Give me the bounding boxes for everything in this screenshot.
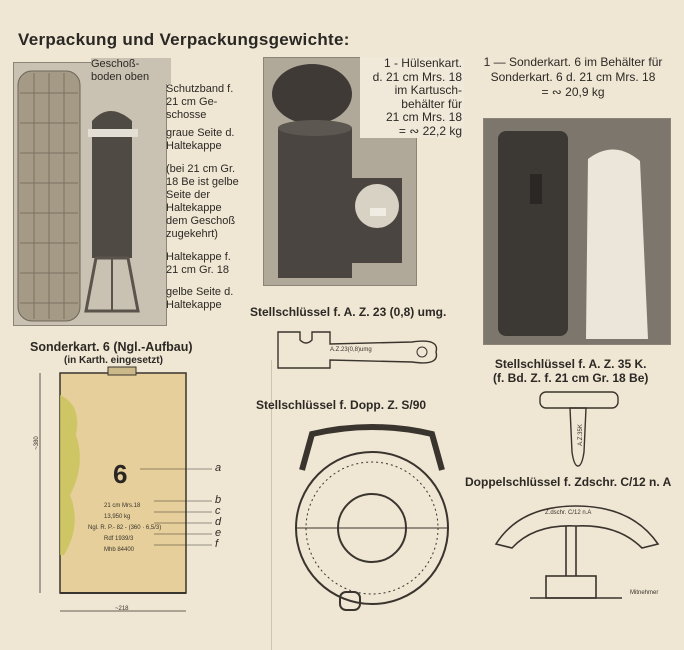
- engraving-az23: A.Z.23(0,8)umg: [330, 347, 372, 353]
- caption-doppelschluessel: Doppelschlüssel f. Zdschr. C/12 n. A: [465, 475, 672, 489]
- callout-d: d: [215, 516, 222, 528]
- photo-sonderkart-behaelter: [483, 118, 671, 345]
- engraving-doppel: Z.dschr. C/12 n.A: [545, 510, 592, 516]
- caption-sonderkart: Sonderkart. 6 (Ngl.-Aufbau): [30, 340, 193, 354]
- big-number-6: 6: [113, 459, 128, 489]
- marking-line-1: 21 cm Mrs.18: [104, 503, 141, 509]
- callout-a: a: [215, 462, 222, 474]
- marking-line-2: 13,950 kg: [104, 514, 131, 520]
- callout-e: e: [215, 527, 222, 539]
- label-geschossboden: Geschoß- boden oben: [91, 58, 171, 84]
- callout-c: c: [215, 505, 221, 517]
- caption-stellschluessel-az35: Stellschlüssel f. A. Z. 35 K. (f. Bd. Z. f. 21 cm Gr. 18 Be): [493, 357, 649, 385]
- sonderkart-behaelter-image: [484, 119, 670, 344]
- label-gelbe-seite-note: (bei 21 cm Gr. 18 Be ist gelbe Seite der Haltekappe dem Geschoß zugekehrt): [166, 163, 239, 240]
- caption-stellschluessel-dopp: Stellschlüssel f. Dopp. Z. S/90: [256, 398, 427, 412]
- engraving-az35: A.Z.35K: [577, 424, 584, 446]
- caption-stellschluessel-az23: Stellschlüssel f. A. Z. 23 (0,8) umg.: [250, 305, 447, 319]
- subcaption-sonderkart: (in Karth. eingesetzt): [64, 355, 163, 366]
- callout-b: b: [215, 494, 222, 506]
- marking-line-5: Mhb 84400: [104, 547, 135, 553]
- label-graue-seite: graue Seite d. Haltekappe: [166, 127, 235, 152]
- dim-width-label: ~218: [115, 606, 129, 612]
- label-huelsenkart: 1 - Hülsenkart. d. 21 cm Mrs. 18 im Kartusch- behälter für 21 cm Mrs. 18 = ∾ 22,2 kg: [360, 57, 464, 138]
- dim-height-label: ~380: [33, 436, 40, 450]
- photo-wicker-container: [13, 62, 167, 326]
- marking-line-4: Rdf 1939/3: [104, 536, 134, 542]
- wrench-dopp-drawing: [282, 420, 462, 620]
- wicker-container-image: [14, 63, 166, 325]
- callout-f: f: [215, 538, 219, 550]
- page-title: Verpackung und Verpackungsgewichte:: [18, 30, 350, 49]
- label-sonderkart-behaelter: 1 — Sonderkart. 6 im Behälter für Sonderkart. 6 d. 21 cm Mrs. 18 = ∾ 20,9 kg: [483, 55, 663, 99]
- label-haltekappe: Haltekappe f. 21 cm Gr. 18: [166, 251, 231, 276]
- label-mitnehmer: Mitnehmer: [630, 590, 659, 596]
- label-schutzband: Schutzband f. 21 cm Ge- schosse: [166, 83, 234, 121]
- marking-line-3: Ngl. R. P.- 82 - (360 · 6,5/3): [88, 525, 162, 531]
- label-gelbe-seite: gelbe Seite d. Haltekappe: [166, 286, 234, 311]
